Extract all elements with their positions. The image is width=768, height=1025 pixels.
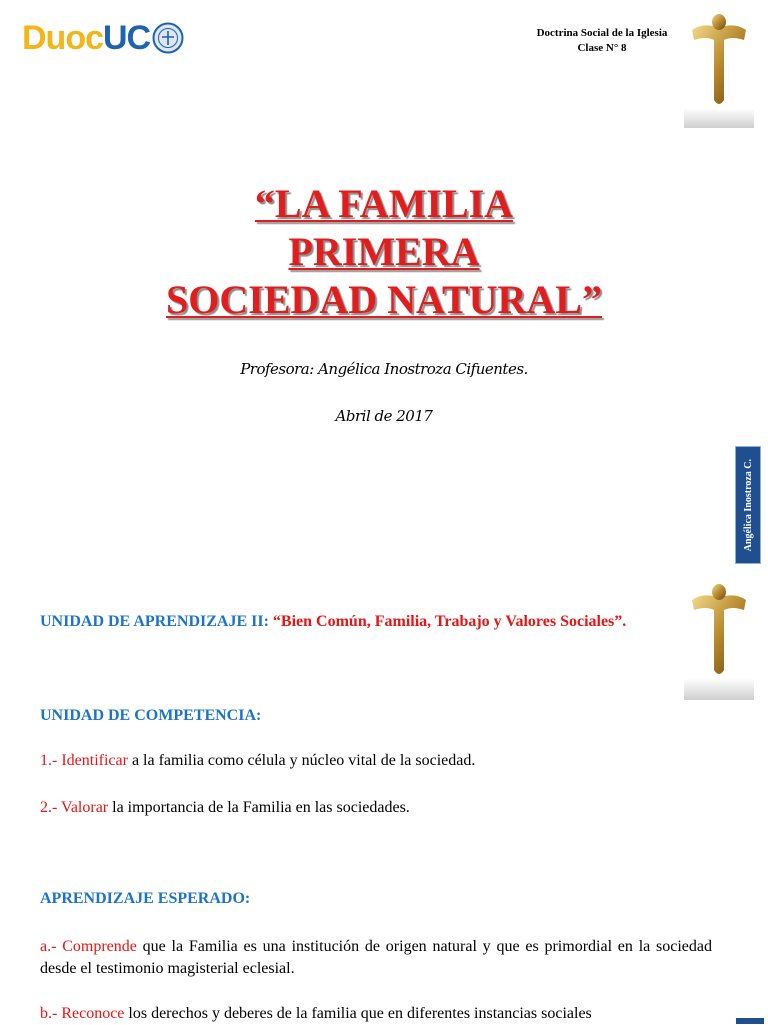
logo-text-uc: UC: [103, 18, 151, 57]
class-number: Clase N° 8: [577, 42, 627, 54]
expected-learning-heading: APRENDIZAJE ESPERADO:: [40, 890, 251, 907]
professor-name: Profesora: Angélica Inostroza Cifuentes.: [240, 360, 528, 378]
competency-item-text: a la familia como célula y núcleo vital de la sociedad.: [127, 752, 476, 769]
logo-text-duoc: Duoc: [22, 18, 103, 57]
duoc-seal-icon: [152, 22, 184, 54]
expected-learning-text: los derechos y deberes de la familia que en diferentes instancias sociales: [124, 1005, 592, 1022]
expected-learning-item: [40, 1003, 712, 1025]
course-name: Doctrina Social de la Iglesia: [536, 27, 668, 39]
competency-item-text: la importancia de la Familia en las sociedades.: [108, 799, 410, 816]
learning-unit-value: “Bien Común, Familia, Trabajo y Valores Sociales”.: [272, 613, 627, 630]
side-author-tab: [735, 446, 761, 564]
title-line-3: SOCIEDAD NATURAL”: [166, 277, 602, 322]
learning-unit: [40, 611, 710, 633]
expected-learning-prefix: a.- Comprende: [40, 938, 137, 955]
learning-unit-label: UNIDAD DE APRENDIZAJE II:: [40, 613, 269, 630]
bottom-tab-edge: [736, 1018, 764, 1024]
crucifix-icon: [684, 8, 754, 128]
date: Abril de 2017: [335, 407, 433, 425]
competency-item-prefix: 1.- Identificar: [40, 752, 128, 769]
expected-learning-item: [40, 936, 712, 980]
competency-item-prefix: 2.- Valorar: [40, 799, 109, 816]
main-title: [0, 180, 768, 324]
crucifix-icon: [684, 578, 754, 700]
header-course-title: [500, 26, 704, 56]
expected-learning-text: que la Familia es una institución de origen natural y que es primordial en la sociedad desde el testimonio magisterial eclesial.: [40, 938, 713, 977]
title-line-2: PRIMERA: [288, 229, 480, 274]
expected-learning-prefix: b.- Reconoce: [40, 1005, 125, 1022]
competency-item: [40, 750, 475, 772]
competency-item: [40, 797, 410, 819]
duoc-uc-logo: [22, 16, 208, 60]
title-line-1: “LA FAMILIA: [254, 181, 514, 226]
side-author-label: Angélica Inostroza C.: [742, 458, 754, 552]
competency-heading: UNIDAD DE COMPETENCIA:: [40, 707, 262, 724]
